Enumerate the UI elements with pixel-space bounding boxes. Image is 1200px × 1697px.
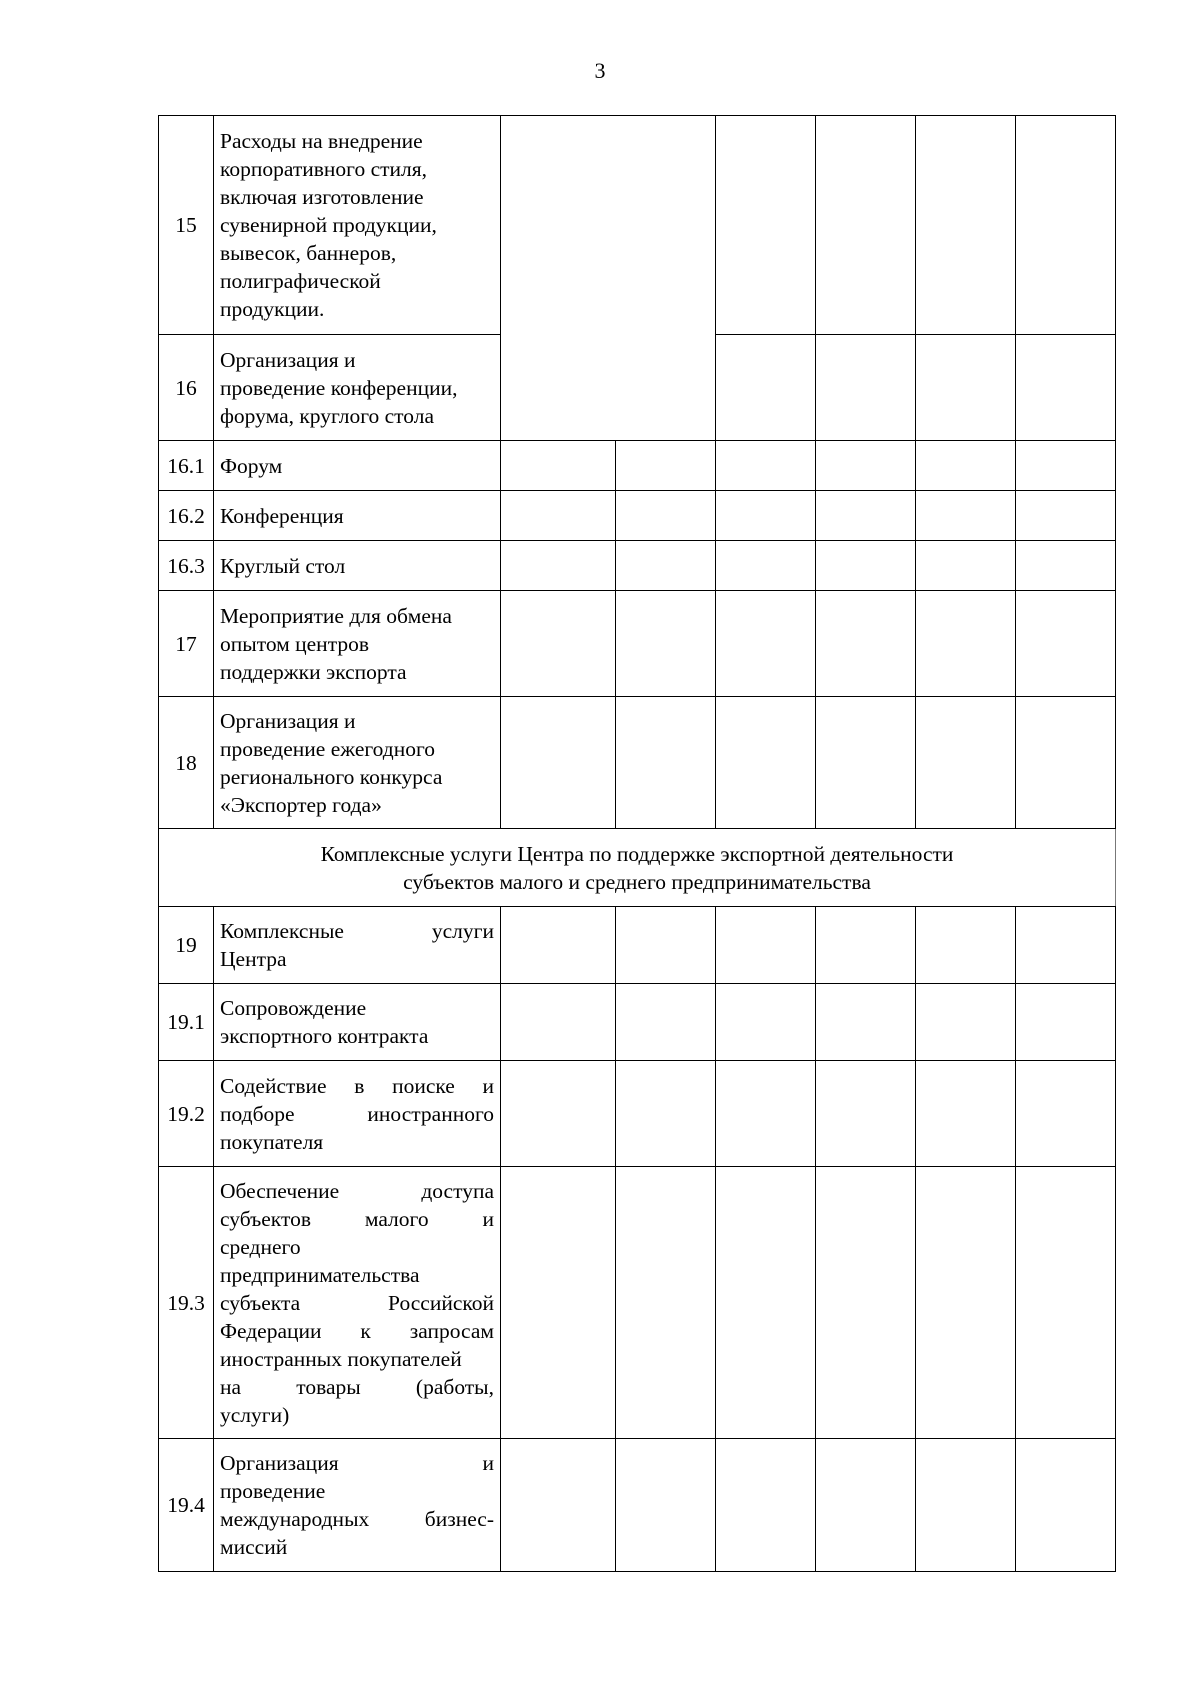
empty-cell bbox=[716, 1061, 816, 1167]
row-description: Форум bbox=[214, 441, 501, 491]
empty-cell bbox=[1016, 591, 1116, 697]
empty-cell bbox=[816, 1167, 916, 1439]
empty-cell bbox=[716, 591, 816, 697]
row-number: 16.2 bbox=[159, 491, 214, 541]
empty-cell bbox=[916, 541, 1016, 591]
section-header-line: субъектов малого и среднего предпринимательства bbox=[403, 869, 871, 894]
empty-cell bbox=[1016, 1167, 1116, 1439]
row-description: Обеспечение доступа субъектов малого и среднего предпринимательства субъекта Российской Федерации к запросам иностранных покупателей на товары (работы, услуги) bbox=[214, 1167, 501, 1439]
empty-cell bbox=[716, 441, 816, 491]
empty-cell bbox=[501, 441, 616, 491]
row-number: 15 bbox=[159, 116, 214, 335]
empty-cell bbox=[501, 697, 616, 829]
empty-cell bbox=[616, 441, 716, 491]
empty-cell bbox=[916, 1439, 1016, 1572]
empty-cell bbox=[616, 984, 716, 1061]
empty-cell bbox=[716, 335, 816, 441]
empty-cell bbox=[1016, 335, 1116, 441]
empty-cell bbox=[1016, 116, 1116, 335]
empty-cell bbox=[816, 984, 916, 1061]
table-row bbox=[159, 907, 1116, 984]
empty-cell bbox=[816, 591, 916, 697]
table-row bbox=[159, 116, 1116, 335]
empty-cell bbox=[501, 591, 616, 697]
table-row bbox=[159, 591, 1116, 697]
empty-cell bbox=[816, 116, 916, 335]
empty-cell bbox=[916, 1061, 1016, 1167]
row-number: 19.4 bbox=[159, 1439, 214, 1572]
empty-cell bbox=[616, 697, 716, 829]
empty-cell bbox=[1016, 984, 1116, 1061]
empty-cell bbox=[616, 1439, 716, 1572]
row-number: 16.1 bbox=[159, 441, 214, 491]
empty-cell bbox=[616, 591, 716, 697]
empty-cell bbox=[816, 441, 916, 491]
row-description: Сопровождение экспортного контракта bbox=[214, 984, 501, 1061]
row-number: 19.1 bbox=[159, 984, 214, 1061]
table-row bbox=[159, 441, 1116, 491]
section-header-row bbox=[159, 829, 1116, 907]
empty-cell bbox=[916, 697, 1016, 829]
empty-cell bbox=[816, 907, 916, 984]
empty-cell bbox=[501, 1439, 616, 1572]
row-description: Комплексные услуги Центра bbox=[214, 907, 501, 984]
row-number: 19.2 bbox=[159, 1061, 214, 1167]
services-table bbox=[158, 115, 1116, 1572]
row-description: Организация и проведение конференции, форума, круглого стола bbox=[214, 335, 501, 441]
empty-cell bbox=[501, 116, 716, 441]
empty-cell bbox=[916, 335, 1016, 441]
empty-cell bbox=[616, 1061, 716, 1167]
empty-cell bbox=[716, 116, 816, 335]
empty-cell bbox=[501, 1061, 616, 1167]
empty-cell bbox=[916, 491, 1016, 541]
empty-cell bbox=[816, 1439, 916, 1572]
empty-cell bbox=[816, 1061, 916, 1167]
empty-cell bbox=[1016, 907, 1116, 984]
empty-cell bbox=[1016, 1061, 1116, 1167]
empty-cell bbox=[716, 907, 816, 984]
table-row bbox=[159, 541, 1116, 591]
empty-cell bbox=[716, 1167, 816, 1439]
empty-cell bbox=[716, 491, 816, 541]
empty-cell bbox=[501, 541, 616, 591]
row-number: 16 bbox=[159, 335, 214, 441]
row-description: Расходы на внедрение корпоративного стиля, включая изготовление сувенирной продукции, вывесок, баннеров, полиграфической продукции. bbox=[214, 116, 501, 335]
table-row bbox=[159, 984, 1116, 1061]
table-row bbox=[159, 1167, 1116, 1439]
section-header-line: Комплексные услуги Центра по поддержке экспортной деятельности bbox=[320, 841, 954, 866]
empty-cell bbox=[501, 984, 616, 1061]
row-description: Организация и проведение международных бизнес- миссий bbox=[214, 1439, 501, 1572]
table-row bbox=[159, 491, 1116, 541]
empty-cell bbox=[616, 1167, 716, 1439]
row-number: 16.3 bbox=[159, 541, 214, 591]
empty-cell bbox=[916, 907, 1016, 984]
empty-cell bbox=[1016, 697, 1116, 829]
row-description: Организация и проведение ежегодного регионального конкурса «Экспортер года» bbox=[214, 697, 501, 829]
table-row bbox=[159, 697, 1116, 829]
row-description: Конференция bbox=[214, 491, 501, 541]
empty-cell bbox=[716, 1439, 816, 1572]
empty-cell bbox=[816, 697, 916, 829]
row-number: 19 bbox=[159, 907, 214, 984]
empty-cell bbox=[916, 1167, 1016, 1439]
empty-cell bbox=[1016, 491, 1116, 541]
empty-cell bbox=[1016, 441, 1116, 491]
row-number: 19.3 bbox=[159, 1167, 214, 1439]
row-description: Содействие в поиске и подборе иностранного покупателя bbox=[214, 1061, 501, 1167]
empty-cell bbox=[716, 697, 816, 829]
empty-cell bbox=[616, 491, 716, 541]
empty-cell bbox=[816, 335, 916, 441]
empty-cell bbox=[816, 541, 916, 591]
table-row bbox=[159, 1439, 1116, 1572]
empty-cell bbox=[616, 541, 716, 591]
empty-cell bbox=[501, 1167, 616, 1439]
empty-cell bbox=[916, 441, 1016, 491]
table-row bbox=[159, 1061, 1116, 1167]
empty-cell bbox=[716, 984, 816, 1061]
row-description: Мероприятие для обмена опытом центров поддержки экспорта bbox=[214, 591, 501, 697]
empty-cell bbox=[816, 491, 916, 541]
empty-cell bbox=[616, 907, 716, 984]
empty-cell bbox=[501, 907, 616, 984]
empty-cell bbox=[501, 491, 616, 541]
empty-cell bbox=[716, 541, 816, 591]
empty-cell bbox=[1016, 541, 1116, 591]
row-number: 18 bbox=[159, 697, 214, 829]
row-description: Круглый стол bbox=[214, 541, 501, 591]
empty-cell bbox=[1016, 1439, 1116, 1572]
row-number: 17 bbox=[159, 591, 214, 697]
empty-cell bbox=[916, 591, 1016, 697]
section-header bbox=[159, 829, 1116, 907]
empty-cell bbox=[916, 984, 1016, 1061]
page-number: 3 bbox=[594, 58, 606, 83]
empty-cell bbox=[916, 116, 1016, 335]
